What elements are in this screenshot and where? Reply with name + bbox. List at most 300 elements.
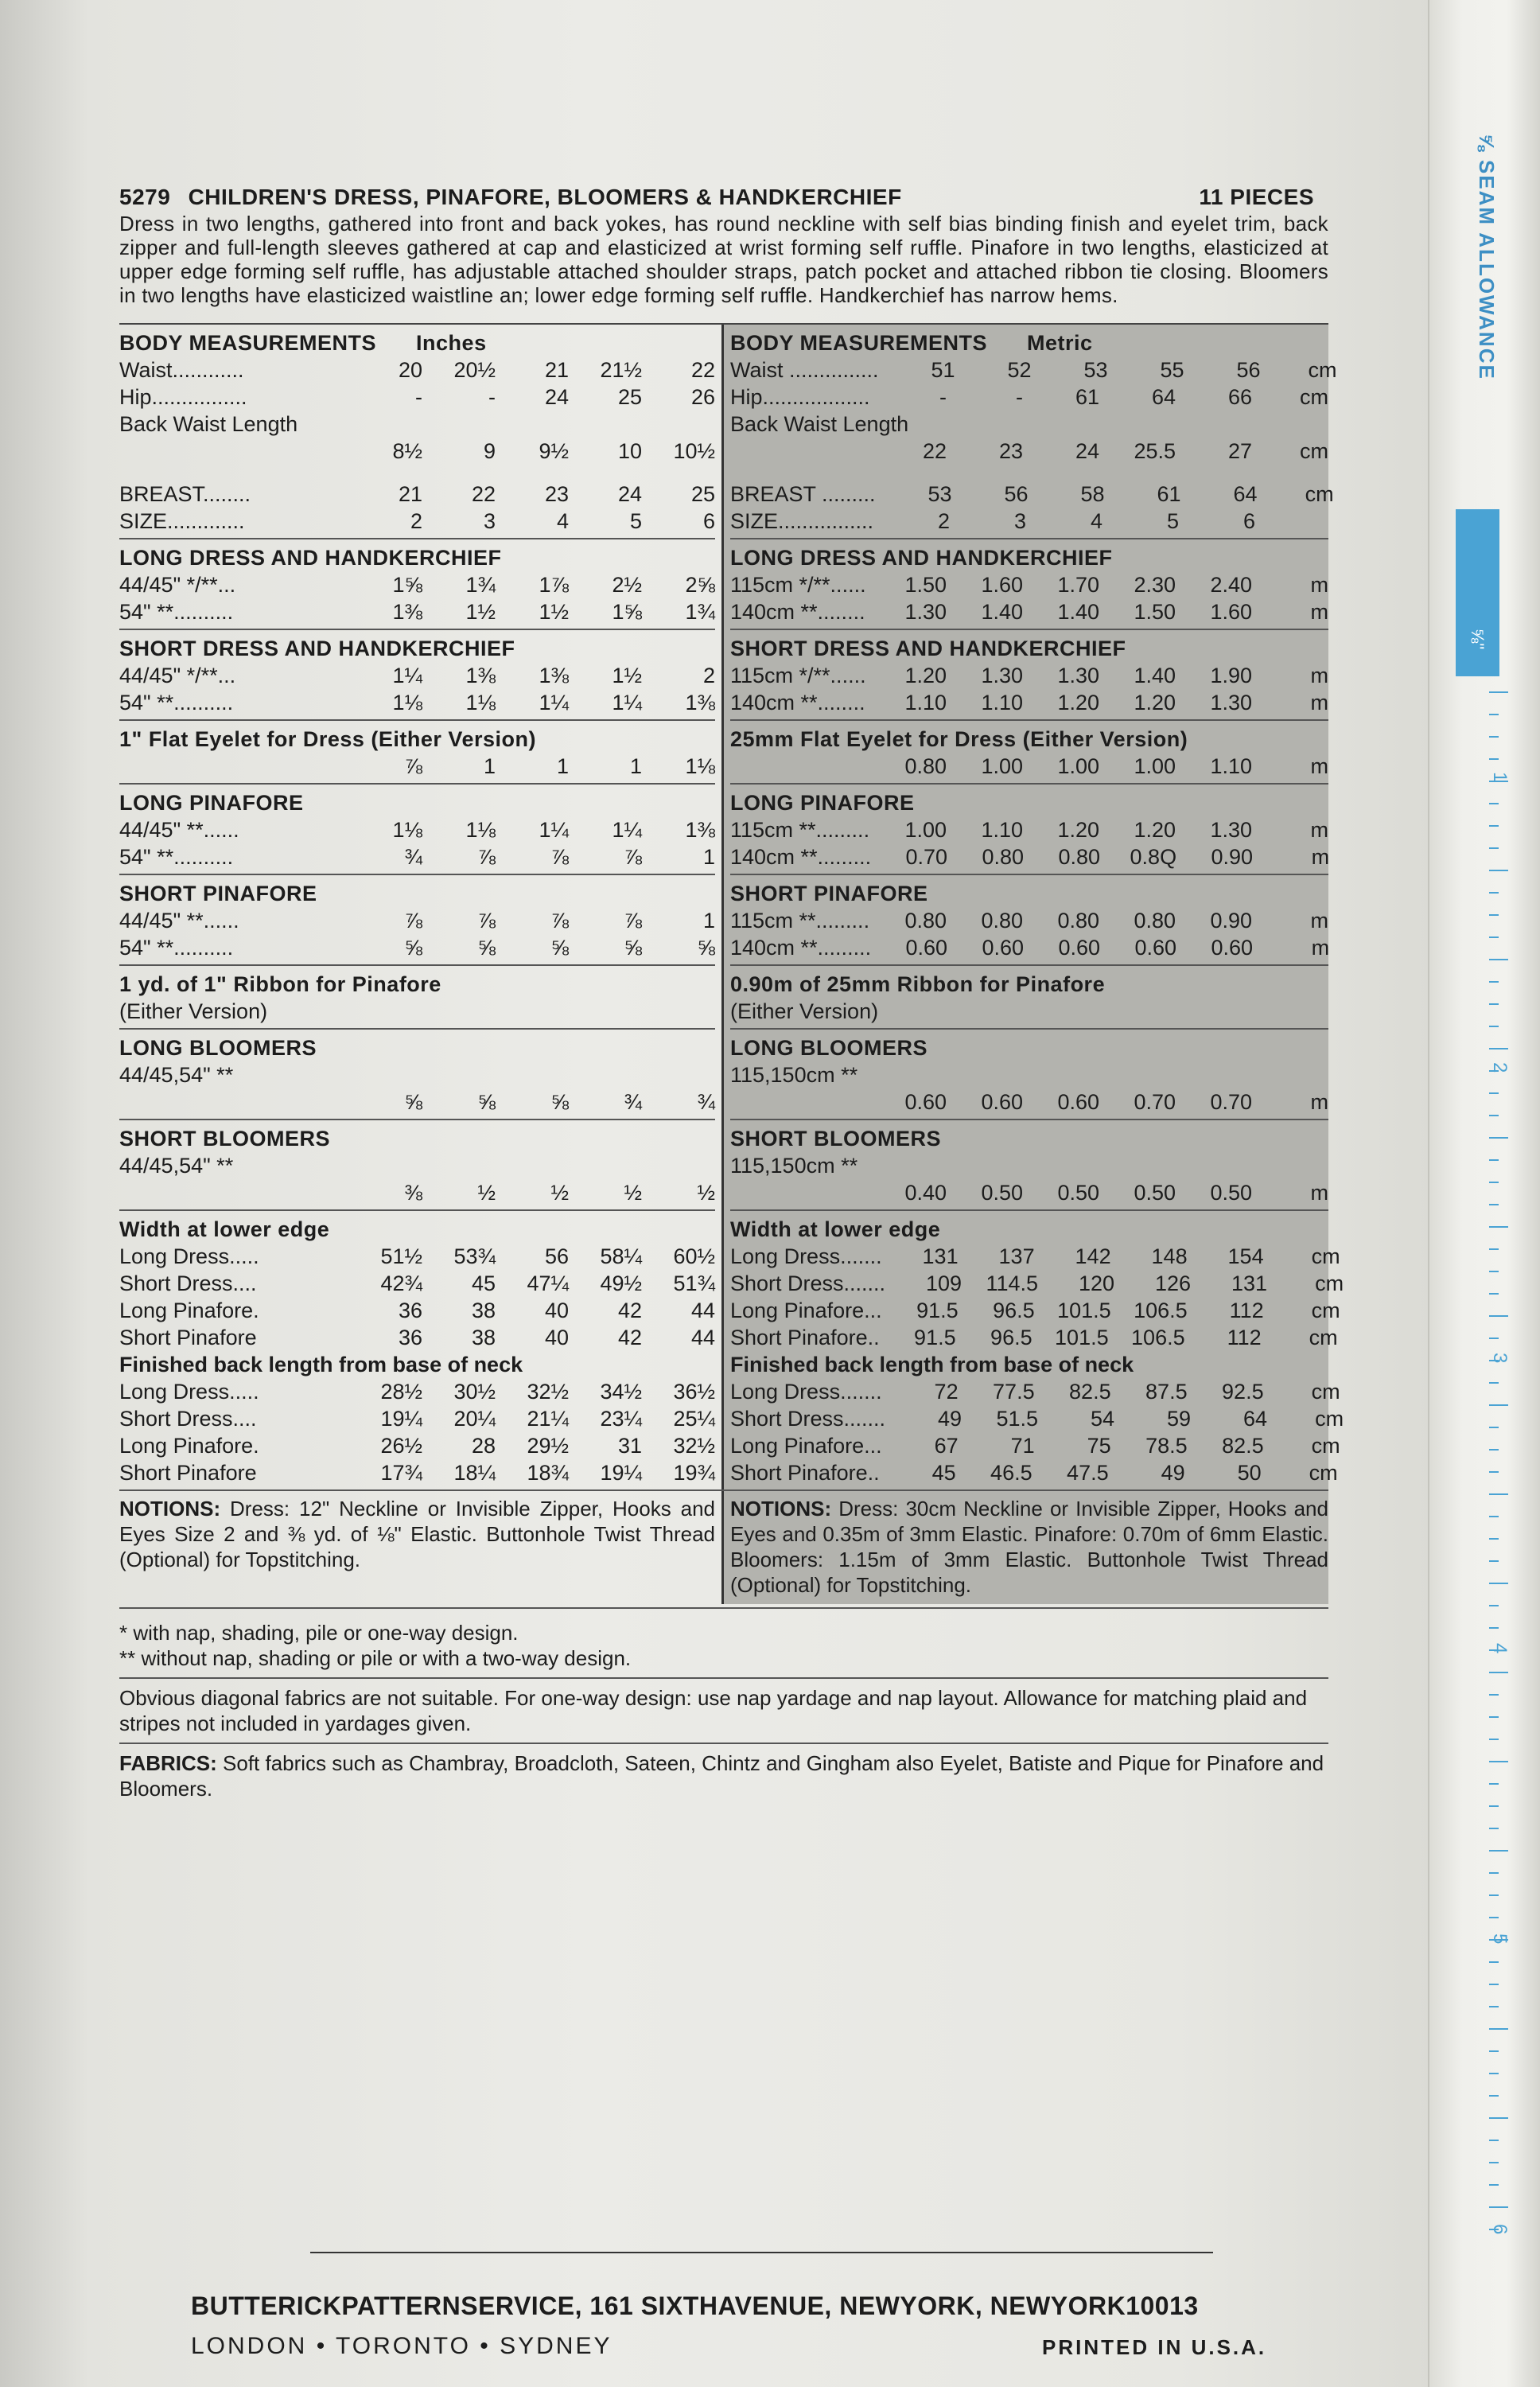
- size-value: 96.5: [993, 1299, 1035, 1322]
- size-value: 1.60: [1210, 600, 1252, 624]
- size-value: 1.10: [904, 691, 947, 715]
- publisher-address: BUTTERICKPATTERNSERVICE, 161 SIXTHAVENUE, NEWYORK, NEWYORK10013: [191, 2292, 1199, 2320]
- yardage-section: [119, 875, 715, 966]
- section-title-text: LONG DRESS AND HANDKERCHIEF: [730, 546, 1113, 570]
- fabrics-note: [119, 1744, 1328, 1808]
- unit-label: m: [1310, 818, 1328, 842]
- unit-label: m: [1310, 573, 1328, 597]
- row-label: Short Pinafore: [119, 1461, 257, 1485]
- yardage-row: [730, 1152, 1328, 1179]
- row-values: [882, 1243, 1340, 1270]
- row-values: [869, 816, 1328, 843]
- size-value: 1.30: [904, 600, 947, 624]
- size-value: 49: [1161, 1461, 1185, 1485]
- fabrics-label: FABRICS:: [119, 1751, 217, 1775]
- ruler-number: 4: [1489, 1643, 1511, 1654]
- size-value: 1.20: [904, 664, 947, 687]
- unit-label: cm: [1311, 1380, 1340, 1404]
- yardage-row: [119, 1061, 715, 1088]
- size-value: 4: [556, 509, 569, 533]
- size-value: 1.20: [1057, 818, 1099, 842]
- size-value: 26: [690, 385, 715, 409]
- size-value: -: [939, 385, 947, 409]
- size-value: 101.5: [1055, 1326, 1109, 1349]
- section-title-text: 25mm Flat Eyelet for Dress (Either Version): [730, 727, 1188, 751]
- unit-label: m: [1310, 600, 1328, 624]
- size-value: 23¼: [600, 1407, 642, 1431]
- row-values: [882, 1297, 1340, 1324]
- row-values: [866, 662, 1328, 689]
- row-values: [233, 689, 715, 716]
- size-value: 10½: [673, 439, 715, 463]
- unit-label: cm: [1311, 1244, 1340, 1268]
- size-value: 1.30: [1210, 691, 1252, 715]
- pattern-pieces: 11 PIECES: [1199, 185, 1314, 209]
- section-title-text: SHORT DRESS AND HANDKERCHIEF: [730, 637, 1126, 660]
- yardage-row: [730, 843, 1328, 870]
- size-value: 114.5: [986, 1271, 1039, 1295]
- size-value: 0.60: [1211, 936, 1254, 960]
- size-value: 44: [690, 1299, 715, 1322]
- row-label: (Either Version): [119, 999, 268, 1023]
- yardage-row: [730, 689, 1328, 716]
- size-value: 75: [1087, 1434, 1111, 1458]
- footer-rule: [310, 2252, 1213, 2253]
- size-value: -: [1016, 385, 1023, 409]
- size-value: 1⅜: [685, 691, 715, 715]
- size-value: 51½: [380, 1244, 422, 1268]
- size-value: 1.60: [981, 573, 1023, 597]
- city-separator: •: [480, 2333, 491, 2359]
- yardage-row: [119, 438, 715, 465]
- row-values: [880, 1324, 1338, 1351]
- section-title-text: SHORT PINAFORE: [119, 882, 317, 905]
- size-value: 18¾: [527, 1461, 569, 1485]
- row-label: 44/45" */**...: [119, 573, 236, 597]
- unit-label: cm: [1315, 1407, 1344, 1431]
- yardage-row: [730, 816, 1328, 843]
- size-value: 0.60: [1134, 936, 1177, 960]
- yardage-row: [730, 411, 1328, 438]
- size-value: 0.60: [982, 936, 1025, 960]
- size-value: 40: [544, 1299, 569, 1322]
- fabrics-text: Soft fabrics such as Chambray, Broadcloth, Sateen, Chintz and Gingham also Eyelet, Batiste and Pique for Pinafore and Bloomers.: [119, 1751, 1324, 1801]
- notions-inches-text: Dress: 12" Neckline or Invisible Zipper, Hooks and Eyes Size 2 and ⅜ yd. of ⅛" Elastic. Buttonhole Twist Thread (Optional) for Topstitching.: [119, 1497, 715, 1571]
- size-value: ⅝: [624, 936, 642, 960]
- row-values: [866, 571, 1328, 598]
- size-value: 2: [702, 664, 715, 687]
- yardage-row: [119, 411, 715, 438]
- yardage-row: [730, 481, 1334, 508]
- row-label: 140cm **.........: [730, 936, 872, 960]
- section-title: [119, 1216, 715, 1243]
- section-title: [730, 880, 1328, 907]
- size-value: 1⅜: [539, 664, 569, 687]
- row-values: [259, 1432, 715, 1459]
- size-value: 66: [1227, 385, 1252, 409]
- yardage-row: [119, 934, 715, 961]
- yardage-row: [119, 508, 715, 535]
- size-value: 38: [471, 1299, 496, 1322]
- row-label: Back Waist Length: [119, 412, 298, 436]
- yardage-row: [119, 1179, 715, 1206]
- size-value: 2.30: [1134, 573, 1176, 597]
- section-title: [730, 1034, 1328, 1061]
- size-value: 32½: [527, 1380, 569, 1404]
- yardage-section: [119, 966, 715, 1030]
- size-value: 21: [398, 482, 422, 506]
- section-title-text: LONG DRESS AND HANDKERCHIEF: [119, 546, 502, 570]
- size-value: 49: [938, 1407, 962, 1431]
- yardage-row: [730, 662, 1328, 689]
- section-title: [119, 789, 715, 816]
- row-label: 140cm **........: [730, 691, 865, 715]
- yardage-row: [119, 843, 715, 870]
- pattern-info: [119, 185, 1344, 1808]
- size-value: 0.50: [1134, 1181, 1176, 1205]
- yardage-section: [730, 875, 1328, 966]
- size-value: 25¼: [673, 1407, 715, 1431]
- row-label: Long Pinafore.: [119, 1299, 259, 1322]
- section-title: [730, 726, 1328, 753]
- size-value: 1.00: [1057, 754, 1099, 778]
- row-values: [245, 508, 715, 535]
- size-value: 2½: [612, 573, 642, 597]
- size-value: 5: [629, 509, 642, 533]
- row-values: [882, 1432, 1340, 1459]
- size-value: 1¼: [612, 818, 642, 842]
- size-value: 1¼: [539, 691, 569, 715]
- size-value: ½: [624, 1181, 642, 1205]
- size-value: 142: [1075, 1244, 1111, 1268]
- size-value: 1.40: [1057, 600, 1099, 624]
- size-value: 40: [544, 1326, 569, 1349]
- size-value: 67: [934, 1434, 959, 1458]
- row-label: 115cm **.........: [730, 909, 870, 933]
- size-value: 46.5: [990, 1461, 1032, 1485]
- section-title-text: LONG BLOOMERS: [119, 1036, 317, 1060]
- size-value: 1⅜: [392, 600, 422, 624]
- yardage-row: [119, 1270, 715, 1297]
- size-value: ⅝: [550, 1090, 569, 1114]
- size-value: 1½: [539, 600, 569, 624]
- size-value: 0.80: [1134, 909, 1176, 933]
- size-value: 64: [1151, 385, 1176, 409]
- unit-label: cm: [1309, 1326, 1338, 1349]
- row-values: [119, 438, 715, 465]
- size-value: 2.40: [1210, 573, 1252, 597]
- unit-label: cm: [1311, 1299, 1340, 1322]
- yardage-row: [119, 1405, 715, 1432]
- size-value: 1.10: [981, 818, 1023, 842]
- size-value: ⅞: [404, 909, 422, 933]
- size-value: 1.50: [1134, 600, 1176, 624]
- size-value: 0.80: [904, 909, 947, 933]
- yardage-row: [730, 1297, 1340, 1324]
- seam-allowance-label: [1448, 127, 1527, 461]
- row-values: [239, 816, 715, 843]
- size-value: 21¼: [527, 1407, 569, 1431]
- yardage-section: [730, 966, 1328, 1030]
- diagonal-note: Obvious diagonal fabrics are not suitable. For one-way design: use nap yardage and nap layout. Allowance for matching plaid and stripes not included in yardages given.: [119, 1679, 1328, 1744]
- size-value: 0.80: [1058, 845, 1101, 869]
- row-label: Long Pinafore...: [730, 1299, 882, 1322]
- yardage-section: [730, 785, 1328, 875]
- row-label: Finished back length from base of neck: [119, 1353, 523, 1377]
- size-value: 71: [1010, 1434, 1035, 1458]
- size-value: 55: [1160, 358, 1184, 382]
- row-label: Short Dress.......: [730, 1407, 886, 1431]
- section-title: [119, 544, 715, 571]
- size-value: 17¾: [380, 1461, 422, 1485]
- unit-label: m: [1310, 1090, 1328, 1114]
- row-label: 115,150cm **: [730, 1154, 858, 1178]
- yardage-row: [119, 356, 715, 384]
- yardage-row: [730, 384, 1328, 411]
- section-title: [119, 880, 715, 907]
- row-label: 54" **..........: [119, 691, 234, 715]
- section-title: [119, 726, 715, 753]
- size-value: 45: [931, 1461, 956, 1485]
- size-value: ⅝: [697, 936, 715, 960]
- size-value: 137: [998, 1244, 1035, 1268]
- row-values: [873, 508, 1332, 535]
- row-label: Back Waist Length: [730, 412, 909, 436]
- size-value: ½: [550, 1181, 569, 1205]
- yardage-row: [119, 1324, 715, 1351]
- size-value: 25.5: [1134, 439, 1176, 463]
- yardage-section: [730, 721, 1328, 785]
- yardage-row: [730, 465, 1328, 481]
- pattern-title: CHILDREN'S DRESS, PINAFORE, BLOOMERS & HANDKERCHIEF: [188, 185, 902, 209]
- size-value: 109: [926, 1271, 962, 1295]
- row-values: [885, 1270, 1344, 1297]
- size-value: 52: [1007, 358, 1032, 382]
- size-value: 77.5: [993, 1380, 1035, 1404]
- size-value: 1⅜: [465, 664, 496, 687]
- size-value: 36: [398, 1299, 422, 1322]
- size-value: ⅞: [624, 909, 642, 933]
- row-label: 44/45" */**...: [119, 664, 236, 687]
- yardage-row: [730, 1351, 1328, 1378]
- size-value: 51¾: [673, 1271, 715, 1295]
- yardage-row: [730, 1378, 1340, 1405]
- size-value: 51: [931, 358, 955, 382]
- size-value: 59: [1167, 1407, 1192, 1431]
- yardage-row: [730, 1432, 1340, 1459]
- size-value: 20½: [453, 358, 496, 382]
- size-value: ⅞: [477, 909, 496, 933]
- size-value: 0.70: [1134, 1090, 1176, 1114]
- footnotes: [119, 1607, 1328, 1808]
- yardage-section: [730, 1120, 1328, 1211]
- row-label: Short Dress....: [119, 1407, 257, 1431]
- yardage-row: [119, 1378, 715, 1405]
- row-values: [871, 843, 1329, 870]
- size-value: 22: [922, 439, 947, 463]
- note-with-nap: * with nap, shading, pile or one-way design.: [119, 1621, 519, 1645]
- yardage-row: [119, 1297, 715, 1324]
- size-value: 3: [483, 509, 496, 533]
- size-value: 1.00: [1134, 754, 1176, 778]
- nap-notes: [119, 1614, 1328, 1679]
- section-title: [119, 1125, 715, 1152]
- row-label: Long Dress.......: [730, 1380, 882, 1404]
- size-value: 1⅞: [539, 573, 569, 597]
- size-value: 20¼: [453, 1407, 496, 1431]
- unit-label: m: [1310, 664, 1328, 687]
- unit-label: m: [1311, 845, 1330, 869]
- row-values: [119, 1179, 715, 1206]
- city-toronto: TORONTO: [336, 2333, 471, 2359]
- unit-label: m: [1310, 754, 1328, 778]
- size-value: 38: [471, 1326, 496, 1349]
- row-values: [257, 1270, 715, 1297]
- size-value: 53¾: [453, 1244, 496, 1268]
- size-value: 154: [1227, 1244, 1264, 1268]
- section-title: [730, 635, 1328, 662]
- size-value: 91.5: [914, 1326, 956, 1349]
- size-value: 29½: [527, 1434, 569, 1458]
- notions-inches: [119, 1491, 724, 1604]
- section-title-text: Width at lower edge: [730, 1217, 941, 1241]
- size-value: 1.90: [1210, 664, 1252, 687]
- size-value: 28: [471, 1434, 496, 1458]
- size-value: 1.00: [904, 818, 947, 842]
- size-value: 0.50: [981, 1181, 1023, 1205]
- size-value: 19¼: [600, 1461, 642, 1485]
- yardage-row: [119, 1088, 715, 1116]
- city-london: LONDON: [191, 2333, 308, 2359]
- row-values: [119, 753, 715, 780]
- size-value: ⅞: [624, 845, 642, 869]
- size-value: 1½: [612, 664, 642, 687]
- unit-label: cm: [1300, 385, 1328, 409]
- unit-label: cm: [1315, 1271, 1344, 1295]
- size-value: 44: [690, 1326, 715, 1349]
- size-value: 2: [938, 509, 951, 533]
- row-label: Short Pinafore..: [730, 1461, 880, 1485]
- row-label: 44/45,54" **: [119, 1063, 234, 1087]
- section-title-text: LONG PINAFORE: [730, 791, 915, 815]
- row-label: Short Pinafore: [119, 1326, 257, 1349]
- yardage-row: [730, 1405, 1344, 1432]
- size-value: 22: [690, 358, 715, 382]
- row-values: [233, 598, 715, 625]
- seam-allowance-text: ⅝ SEAM ALLOWANCE: [1475, 134, 1499, 380]
- row-values: [870, 384, 1328, 411]
- row-label: Long Dress.......: [730, 1244, 882, 1268]
- unit-label: m: [1310, 691, 1328, 715]
- yardage-section: [730, 630, 1328, 721]
- size-value: 0.80: [982, 845, 1025, 869]
- yardage-row: [119, 481, 715, 508]
- size-value: 2: [410, 509, 422, 533]
- size-value: 1⅜: [685, 818, 715, 842]
- row-values: [885, 1405, 1344, 1432]
- size-value: 51.5: [996, 1407, 1039, 1431]
- notions-metric-text: Dress: 30cm Neckline or Invisible Zipper, Hooks and Eyes and 0.35m of 3mm Elastic. Pinafore: 0.70m of 6mm Elastic. Bloomers: 1.15m of 3mm Elastic. Buttonhole Twist Thread (Optional) for Topstitching.: [730, 1497, 1328, 1597]
- yardage-row: [119, 384, 715, 411]
- unit-label: cm: [1300, 439, 1328, 463]
- size-value: 20: [398, 358, 422, 382]
- size-value: 0.90: [1211, 845, 1254, 869]
- size-value: ⅞: [404, 754, 422, 778]
- unit-label: m: [1310, 1181, 1328, 1205]
- size-value: 32½: [673, 1434, 715, 1458]
- city-sydney: SYDNEY: [500, 2333, 612, 2359]
- size-value: 50: [1237, 1461, 1262, 1485]
- size-value: 18¼: [453, 1461, 496, 1485]
- size-value: 23: [544, 482, 569, 506]
- row-label: 44/45" **......: [119, 818, 239, 842]
- section-title: [730, 544, 1328, 571]
- yardage-section: [730, 325, 1337, 539]
- size-value: 91.5: [916, 1299, 959, 1322]
- row-values: [257, 1405, 715, 1432]
- size-value: 56: [1236, 358, 1261, 382]
- size-value: 112: [1229, 1299, 1264, 1322]
- size-value: 1.20: [1134, 818, 1176, 842]
- size-value: 49½: [600, 1271, 642, 1295]
- row-values: [882, 1378, 1340, 1405]
- size-value: 0.60: [905, 936, 948, 960]
- row-values: [871, 934, 1329, 961]
- row-values: [244, 356, 715, 384]
- row-label: BREAST........: [119, 482, 251, 506]
- row-values: [879, 356, 1337, 384]
- units-label: Metric: [1027, 331, 1093, 355]
- size-value: 1.30: [1057, 664, 1099, 687]
- yardage-row: [730, 1179, 1328, 1206]
- size-value: 1⅛: [465, 691, 496, 715]
- size-value: 131: [922, 1244, 959, 1268]
- row-label: SIZE................: [730, 509, 874, 533]
- size-value: 42: [617, 1326, 642, 1349]
- size-value: 0.60: [1057, 1090, 1099, 1114]
- row-label: 115cm **.........: [730, 818, 870, 842]
- row-label: 115,150cm **: [730, 1063, 858, 1087]
- notions-label: NOTIONS:: [119, 1497, 221, 1521]
- row-values: [865, 598, 1328, 625]
- yardage-row: [119, 1152, 715, 1179]
- row-label: Long Dress.....: [119, 1380, 259, 1404]
- yardage-row: [730, 1061, 1328, 1088]
- size-value: 148: [1151, 1244, 1188, 1268]
- row-label: Short Dress.......: [730, 1271, 886, 1295]
- row-label: 54" **..........: [119, 845, 234, 869]
- size-value: 53: [1083, 358, 1108, 382]
- ruler-number: 2: [1489, 1062, 1511, 1073]
- size-value: 72: [934, 1380, 959, 1404]
- section-title: [730, 1216, 1328, 1243]
- size-value: ⅝: [550, 936, 569, 960]
- section-title-text: SHORT BLOOMERS: [119, 1127, 331, 1151]
- size-value: 1.50: [904, 573, 947, 597]
- size-value: 47¼: [527, 1271, 569, 1295]
- row-values: [239, 907, 715, 934]
- row-values: [876, 481, 1334, 508]
- size-value: 36: [398, 1326, 422, 1349]
- size-value: 0.80: [904, 754, 947, 778]
- yardage-row: [119, 1432, 715, 1459]
- size-value: 26½: [380, 1434, 422, 1458]
- unit-label: cm: [1309, 1461, 1338, 1485]
- size-value: 45: [471, 1271, 496, 1295]
- yardage-row: [730, 1324, 1338, 1351]
- size-value: 9½: [539, 439, 569, 463]
- yardage-row: [119, 816, 715, 843]
